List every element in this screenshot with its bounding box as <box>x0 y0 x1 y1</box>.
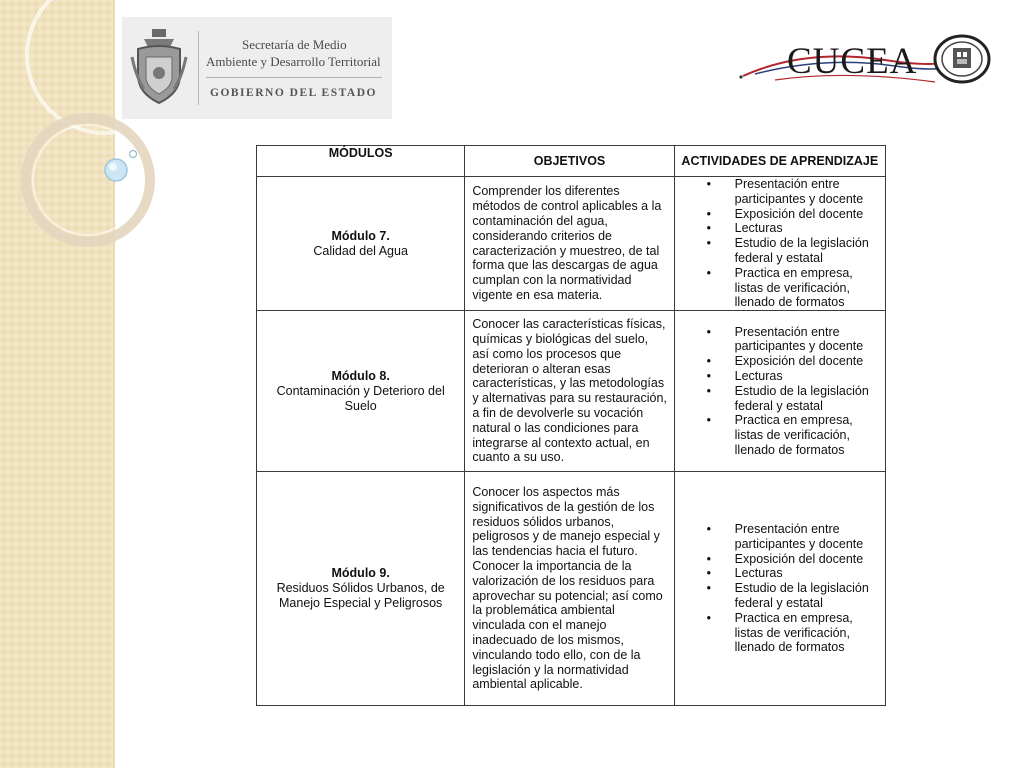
bullet-icon: • <box>706 551 712 566</box>
university-seal-icon <box>933 34 991 84</box>
table-row <box>257 177 886 311</box>
cucea-logo <box>735 30 997 90</box>
objective-cell: Comprender los diferentes métodos de control aplicables a la contaminación del agua, considerando criterios de caracterización y muestreo, de tal forma que las descargas de agua cumplan con la normatividad vigente en esa materia. <box>465 177 674 311</box>
activity-text: Presentación entre participantes y docente <box>734 522 864 551</box>
header-modules: MÓDULOS <box>257 146 465 177</box>
activities-cell <box>674 177 885 311</box>
activity-text: Exposición del docente <box>734 354 864 369</box>
list-item <box>675 221 881 236</box>
bullet-icon: • <box>706 221 712 236</box>
activities-cell <box>674 472 885 706</box>
list-item <box>675 522 881 552</box>
activity-text: Lecturas <box>734 221 783 236</box>
bullet-icon: • <box>706 413 712 428</box>
gov-logo-line-1: Secretaría de Medio <box>242 37 347 52</box>
module-title: Módulo 7. <box>331 228 390 243</box>
bullet-icon: • <box>706 566 712 581</box>
bullet-icon: • <box>706 265 712 280</box>
module-name: Calidad del Agua <box>313 243 408 258</box>
module-name: Contaminación y Deterioro del Suelo <box>276 383 445 413</box>
list-item <box>675 369 881 384</box>
header-objectives: OBJETIVOS <box>465 146 674 177</box>
activity-text: Estudio de la legislación federal y estatal <box>734 581 869 611</box>
activity-text: Presentación entre participantes y docente <box>734 324 864 354</box>
list-item <box>675 413 881 457</box>
module-cell <box>257 472 465 706</box>
activity-text: Lecturas <box>734 368 783 383</box>
bullet-icon: • <box>706 581 712 596</box>
activity-text: Practica en empresa, listas de verificación, llenado de formatos <box>734 610 853 655</box>
modules-table <box>256 145 886 706</box>
header-activities: ACTIVIDADES DE APRENDIZAJE <box>674 146 885 177</box>
activity-text: Practica en empresa, listas de verificación, llenado de formatos <box>734 265 853 310</box>
list-item <box>675 581 881 611</box>
table-row <box>257 472 886 706</box>
objective-cell: Conocer los aspectos más significativos de la gestión de los residuos sólidos urbanos, peligrosos y de manejo especial y las tendencias hacia el futuro. Conocer la importancia de la valorización de los residuos para aprovechar su potencial; así como la problemática ambiental vinculada con el manejo inadecuado de los mismos, vinculando todo ello, con de la legislación y la normatividad ambiental aplicable. <box>465 472 674 706</box>
bullet-icon: • <box>706 236 712 251</box>
objective-cell: Conocer las características físicas, químicas y biológicas del suelo, así como los procesos que deterioran o alteran esas características, y las metodologías y alternativas para su restauración, a fin de devolverle su vocación natural o las condiciones para integrarse al contexto actual, en cuanto a su uso. <box>465 311 674 472</box>
activities-cell <box>674 311 885 472</box>
list-item <box>675 236 881 266</box>
gobierno-del-estado-logo <box>122 17 392 119</box>
logo-divider <box>198 31 199 105</box>
bullet-icon: • <box>706 354 712 369</box>
activity-text: Estudio de la legislación federal y estatal <box>734 383 869 413</box>
bullet-icon: • <box>706 610 712 625</box>
gov-logo-line-2: Ambiente y Desarrollo Territorial <box>206 54 381 69</box>
module-title: Módulo 9. <box>331 566 390 581</box>
table-header-row <box>257 146 886 177</box>
activity-text: Estudio de la legislación federal y estatal <box>734 236 869 265</box>
state-coat-of-arms-icon <box>130 27 188 111</box>
list-item <box>675 384 881 414</box>
list-item <box>675 207 881 222</box>
bullet-icon: • <box>706 368 712 383</box>
cucea-wordmark: CUCEA <box>787 41 918 82</box>
gov-logo-rule <box>206 77 382 78</box>
gov-logo-line-3: GOBIERNO DEL ESTADO <box>210 87 377 99</box>
activity-text: Practica en empresa, listas de verificación, llenado de formatos <box>734 413 853 457</box>
module-title: Módulo 8. <box>331 368 390 383</box>
list-item <box>675 266 881 310</box>
activity-text: Exposición del docente <box>734 206 864 221</box>
module-name: Residuos Sólidos Urbanos, de Manejo Especial y Peligrosos <box>276 581 445 611</box>
activities-list <box>675 325 885 458</box>
activities-list <box>675 522 885 655</box>
table-row <box>257 311 886 472</box>
module-cell <box>257 311 465 472</box>
list-item <box>675 325 881 355</box>
list-item <box>675 177 881 207</box>
list-item <box>675 552 881 567</box>
activity-text: Presentación entre participantes y docente <box>734 177 864 206</box>
list-item <box>675 611 881 655</box>
bullet-icon: • <box>706 383 712 398</box>
activity-text: Lecturas <box>734 566 783 581</box>
bullet-icon: • <box>706 206 712 221</box>
module-cell <box>257 177 465 311</box>
activity-text: Exposición del docente <box>734 551 864 566</box>
bullet-icon: • <box>706 177 712 191</box>
activities-list <box>675 177 885 310</box>
list-item <box>675 566 881 581</box>
list-item <box>675 354 881 369</box>
bullet-icon: • <box>706 522 712 537</box>
bullet-icon: • <box>706 324 712 339</box>
